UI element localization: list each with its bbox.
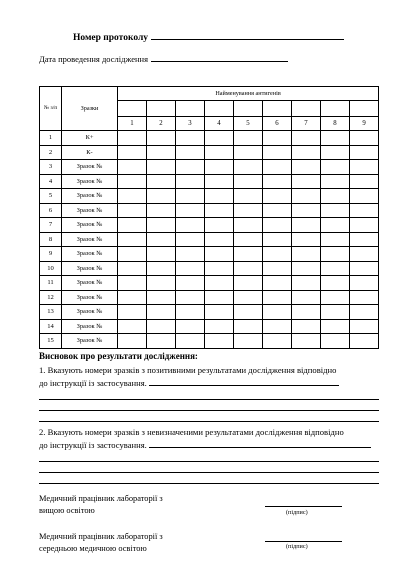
result-cell[interactable] <box>118 290 147 305</box>
result-cell[interactable] <box>292 276 321 291</box>
result-cell[interactable] <box>147 218 176 233</box>
row-number-header: № з/п <box>40 87 62 131</box>
result-cell[interactable] <box>118 131 147 146</box>
conclusion-item-undetermined-line1: 2. Вказують номери зразків з невизначеними результатами дослідження відповідно <box>39 427 344 437</box>
result-cell[interactable] <box>350 334 379 349</box>
antigen-name-cell[interactable] <box>205 101 234 117</box>
result-cell[interactable] <box>292 319 321 334</box>
result-cell[interactable] <box>292 131 321 146</box>
result-cell[interactable] <box>263 305 292 320</box>
result-cell[interactable] <box>263 334 292 349</box>
result-cell[interactable] <box>205 160 234 175</box>
result-cell[interactable] <box>292 189 321 204</box>
antigens-header: Найменування антигенів <box>118 87 379 101</box>
result-cell[interactable] <box>176 334 205 349</box>
result-cell[interactable] <box>350 319 379 334</box>
result-cell[interactable] <box>234 319 263 334</box>
result-cell[interactable] <box>292 334 321 349</box>
result-cell[interactable] <box>350 131 379 146</box>
sample-label: К- <box>62 145 118 160</box>
result-cell[interactable] <box>350 174 379 189</box>
antigen-name-cell[interactable] <box>176 101 205 117</box>
result-cell[interactable] <box>321 232 350 247</box>
answer-line[interactable] <box>39 461 379 462</box>
antigen-number-header: 3 <box>176 117 205 131</box>
result-cell[interactable] <box>205 174 234 189</box>
result-cell[interactable] <box>205 290 234 305</box>
result-cell[interactable] <box>234 174 263 189</box>
result-cell[interactable] <box>205 145 234 160</box>
result-cell[interactable] <box>350 189 379 204</box>
result-cell[interactable] <box>176 261 205 276</box>
result-cell[interactable] <box>147 189 176 204</box>
result-cell[interactable] <box>176 305 205 320</box>
signature-caption-higher: (підпис) <box>286 509 308 516</box>
result-cell[interactable] <box>321 305 350 320</box>
result-cell[interactable] <box>147 276 176 291</box>
result-cell[interactable] <box>234 131 263 146</box>
table-row <box>40 203 379 218</box>
result-cell[interactable] <box>147 247 176 262</box>
row-number: 3 <box>40 160 62 175</box>
higher-education-worker-label-line2: вищою освітою <box>39 506 95 515</box>
sample-label: Зразок № <box>62 232 118 247</box>
result-cell[interactable] <box>205 334 234 349</box>
result-cell[interactable] <box>292 261 321 276</box>
result-cell[interactable] <box>234 305 263 320</box>
result-cell[interactable] <box>350 218 379 233</box>
sample-label: Зразок № <box>62 319 118 334</box>
result-cell[interactable] <box>263 276 292 291</box>
result-cell[interactable] <box>176 319 205 334</box>
antigen-number-header: 6 <box>263 117 292 131</box>
result-cell[interactable] <box>176 232 205 247</box>
table-row <box>40 145 379 160</box>
row-number: 9 <box>40 247 62 262</box>
antigen-number-header: 7 <box>292 117 321 131</box>
result-cell[interactable] <box>147 261 176 276</box>
result-cell[interactable] <box>292 247 321 262</box>
result-cell[interactable] <box>147 203 176 218</box>
row-number: 11 <box>40 276 62 291</box>
table-row <box>40 218 379 233</box>
result-cell[interactable] <box>176 276 205 291</box>
result-cell[interactable] <box>205 276 234 291</box>
sample-label: К+ <box>62 131 118 146</box>
row-number: 8 <box>40 232 62 247</box>
result-cell[interactable] <box>176 290 205 305</box>
result-cell[interactable] <box>147 174 176 189</box>
higher-education-worker-label-line1: Медичний працівник лабораторії з <box>39 494 163 503</box>
table-row <box>40 261 379 276</box>
result-cell[interactable] <box>205 131 234 146</box>
result-cell[interactable] <box>292 305 321 320</box>
table-row <box>40 305 379 320</box>
result-cell[interactable] <box>350 160 379 175</box>
result-cell[interactable] <box>263 203 292 218</box>
antigen-name-cell[interactable] <box>292 101 321 117</box>
row-number: 15 <box>40 334 62 349</box>
table-row <box>40 247 379 262</box>
result-cell[interactable] <box>292 174 321 189</box>
result-cell[interactable] <box>118 203 147 218</box>
result-cell[interactable] <box>147 131 176 146</box>
antigen-results-table <box>39 86 379 349</box>
result-cell[interactable] <box>176 203 205 218</box>
sample-label: Зразок № <box>62 334 118 349</box>
antigen-number-header: 5 <box>234 117 263 131</box>
study-date-blank[interactable] <box>151 54 288 62</box>
result-cell[interactable] <box>118 174 147 189</box>
row-number: 2 <box>40 145 62 160</box>
result-cell[interactable] <box>176 131 205 146</box>
conclusion-title: Висновок про результати дослідження: <box>39 351 198 361</box>
table-row <box>40 334 379 349</box>
result-cell[interactable] <box>234 247 263 262</box>
table-row <box>40 276 379 291</box>
result-cell[interactable] <box>263 290 292 305</box>
row-number: 1 <box>40 131 62 146</box>
conclusion-item-positive <box>39 364 379 390</box>
secondary-education-worker-label-line2: середньою медичною освітою <box>39 544 147 553</box>
protocol-number-line <box>73 31 344 43</box>
result-cell[interactable] <box>205 305 234 320</box>
conclusion-item-undetermined-line2: до інструкції із застосування. <box>39 440 147 450</box>
result-cell[interactable] <box>292 203 321 218</box>
result-cell[interactable] <box>292 145 321 160</box>
result-cell[interactable] <box>118 232 147 247</box>
row-number: 13 <box>40 305 62 320</box>
sample-label: Зразок № <box>62 203 118 218</box>
result-cell[interactable] <box>263 232 292 247</box>
result-cell[interactable] <box>321 131 350 146</box>
result-cell[interactable] <box>321 261 350 276</box>
sample-label: Зразок № <box>62 247 118 262</box>
result-cell[interactable] <box>234 203 263 218</box>
result-cell[interactable] <box>118 334 147 349</box>
protocol-number-blank[interactable] <box>151 31 344 40</box>
result-cell[interactable] <box>263 174 292 189</box>
result-cell[interactable] <box>205 189 234 204</box>
study-date-label: Дата проведення дослідження <box>39 54 148 64</box>
result-cell[interactable] <box>176 160 205 175</box>
result-cell[interactable] <box>292 160 321 175</box>
result-cell[interactable] <box>234 232 263 247</box>
antigen-name-cell[interactable] <box>263 101 292 117</box>
result-cell[interactable] <box>147 160 176 175</box>
row-number: 10 <box>40 261 62 276</box>
answer-line[interactable] <box>39 410 379 411</box>
row-number: 12 <box>40 290 62 305</box>
sample-label: Зразок № <box>62 160 118 175</box>
result-cell[interactable] <box>350 276 379 291</box>
result-cell[interactable] <box>350 145 379 160</box>
result-cell[interactable] <box>292 290 321 305</box>
result-cell[interactable] <box>118 261 147 276</box>
result-cell[interactable] <box>234 189 263 204</box>
antigen-name-cell[interactable] <box>350 101 379 117</box>
result-cell[interactable] <box>205 232 234 247</box>
signature-line-higher[interactable] <box>265 506 342 507</box>
result-cell[interactable] <box>118 189 147 204</box>
result-cell[interactable] <box>147 232 176 247</box>
result-cell[interactable] <box>205 247 234 262</box>
result-cell[interactable] <box>263 145 292 160</box>
signature-caption-secondary: (підпис) <box>286 543 308 550</box>
sample-label: Зразок № <box>62 218 118 233</box>
result-cell[interactable] <box>263 261 292 276</box>
result-cell[interactable] <box>292 232 321 247</box>
table-row <box>40 131 379 146</box>
table-row <box>40 319 379 334</box>
row-number: 14 <box>40 319 62 334</box>
answer-line[interactable] <box>39 421 379 422</box>
result-cell[interactable] <box>321 334 350 349</box>
result-cell[interactable] <box>118 305 147 320</box>
result-cell[interactable] <box>147 334 176 349</box>
result-cell[interactable] <box>234 218 263 233</box>
result-cell[interactable] <box>292 218 321 233</box>
table-row <box>40 232 379 247</box>
result-cell[interactable] <box>147 290 176 305</box>
result-cell[interactable] <box>321 174 350 189</box>
study-date-line <box>39 54 288 64</box>
result-cell[interactable] <box>147 305 176 320</box>
result-cell[interactable] <box>118 218 147 233</box>
result-cell[interactable] <box>321 276 350 291</box>
result-cell[interactable] <box>350 305 379 320</box>
undetermined-samples-blank[interactable] <box>149 440 371 448</box>
answer-line[interactable] <box>39 472 379 473</box>
result-cell[interactable] <box>263 160 292 175</box>
result-cell[interactable] <box>321 203 350 218</box>
samples-header: Зразки <box>62 87 118 131</box>
result-cell[interactable] <box>234 334 263 349</box>
protocol-number-label: Номер протоколу <box>73 33 149 43</box>
result-cell[interactable] <box>234 261 263 276</box>
result-cell[interactable] <box>205 261 234 276</box>
result-cell[interactable] <box>205 218 234 233</box>
antigen-number-header: 8 <box>321 117 350 131</box>
result-cell[interactable] <box>234 290 263 305</box>
result-cell[interactable] <box>263 131 292 146</box>
result-cell[interactable] <box>234 145 263 160</box>
result-cell[interactable] <box>205 203 234 218</box>
result-cell[interactable] <box>176 218 205 233</box>
secondary-education-worker-label <box>39 531 229 555</box>
result-cell[interactable] <box>118 247 147 262</box>
result-cell[interactable] <box>263 247 292 262</box>
antigen-number-header: 2 <box>147 117 176 131</box>
result-cell[interactable] <box>350 203 379 218</box>
sample-label: Зразок № <box>62 276 118 291</box>
result-cell[interactable] <box>350 290 379 305</box>
antigen-number-header: 1 <box>118 117 147 131</box>
result-cell[interactable] <box>147 145 176 160</box>
secondary-education-worker-label-line1: Медичний працівник лабораторії з <box>39 532 163 541</box>
antigen-name-cell[interactable] <box>321 101 350 117</box>
result-cell[interactable] <box>234 160 263 175</box>
result-cell[interactable] <box>118 319 147 334</box>
row-number: 7 <box>40 218 62 233</box>
positive-samples-blank[interactable] <box>149 378 339 386</box>
antigen-number-header: 4 <box>205 117 234 131</box>
table-row <box>40 290 379 305</box>
sample-label: Зразок № <box>62 174 118 189</box>
result-cell[interactable] <box>176 174 205 189</box>
result-cell[interactable] <box>321 189 350 204</box>
result-cell[interactable] <box>321 218 350 233</box>
table-row <box>40 160 379 175</box>
result-cell[interactable] <box>118 145 147 160</box>
row-number: 6 <box>40 203 62 218</box>
higher-education-worker-label <box>39 493 229 517</box>
table-row <box>40 174 379 189</box>
row-number: 5 <box>40 189 62 204</box>
result-cell[interactable] <box>321 145 350 160</box>
antigen-name-cell[interactable] <box>234 101 263 117</box>
row-number: 4 <box>40 174 62 189</box>
antigen-name-cell[interactable] <box>118 101 147 117</box>
signature-line-secondary[interactable] <box>265 541 342 542</box>
result-cell[interactable] <box>321 319 350 334</box>
table-row <box>40 189 379 204</box>
conclusion-item-undetermined <box>39 426 379 452</box>
result-cell[interactable] <box>263 319 292 334</box>
result-cell[interactable] <box>321 247 350 262</box>
result-cell[interactable] <box>176 247 205 262</box>
answer-line[interactable] <box>39 483 379 484</box>
result-cell[interactable] <box>234 276 263 291</box>
sample-label: Зразок № <box>62 189 118 204</box>
result-cell[interactable] <box>321 160 350 175</box>
result-cell[interactable] <box>205 319 234 334</box>
sample-label: Зразок № <box>62 305 118 320</box>
conclusion-item-positive-line1: 1. Вказують номери зразків з позитивними результатами дослідження відповідно <box>39 365 337 375</box>
antigen-number-header: 9 <box>350 117 379 131</box>
antigen-name-cell[interactable] <box>147 101 176 117</box>
answer-line[interactable] <box>39 399 379 400</box>
result-cell[interactable] <box>147 319 176 334</box>
conclusion-item-positive-line2: до інструкції із застосування. <box>39 378 147 388</box>
result-cell[interactable] <box>350 247 379 262</box>
result-cell[interactable] <box>263 189 292 204</box>
sample-label: Зразок № <box>62 261 118 276</box>
result-cell[interactable] <box>350 232 379 247</box>
result-cell[interactable] <box>263 218 292 233</box>
result-cell[interactable] <box>176 189 205 204</box>
sample-label: Зразок № <box>62 290 118 305</box>
result-cell[interactable] <box>321 290 350 305</box>
result-cell[interactable] <box>350 261 379 276</box>
result-cell[interactable] <box>118 276 147 291</box>
result-cell[interactable] <box>118 160 147 175</box>
result-cell[interactable] <box>176 145 205 160</box>
